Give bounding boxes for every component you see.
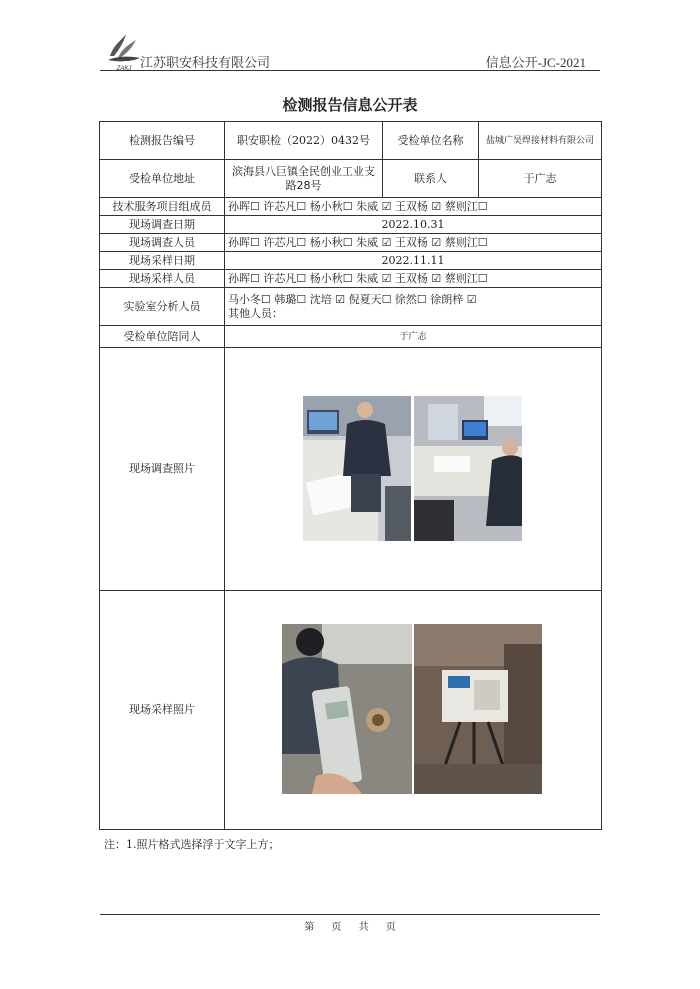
lab-staff-other: 其他人员： [228,306,283,320]
address-value: 滨海县八巨镇全民创业工业支路28号 [225,160,383,198]
survey-photo-1 [303,396,411,541]
survey-photo-2 [414,396,522,541]
escort-value: 于广志 [225,326,602,348]
tech-members-value: 孙晖☐ 许芯凡☐ 杨小秋☐ 朱威 ☑ 王双杨 ☑ 蔡则江☐ [225,198,602,216]
table-row [100,288,602,326]
table-row [100,326,602,348]
table-row [100,122,602,160]
sampling-date-value: 2022.11.11 [225,252,602,270]
header-rule [100,70,600,71]
sampling-staff-label: 现场采样人员 [100,270,225,288]
company-logo-icon [104,30,144,74]
sampling-photo-2 [414,624,542,794]
table-row [100,270,602,288]
sampling-date-label: 现场采样日期 [100,252,225,270]
sampling-staff-value: 孙晖☐ 许芯凡☐ 杨小秋☐ 朱威 ☑ 王双杨 ☑ 蔡则江☐ [225,270,602,288]
lab-staff-label: 实验室分析人员 [100,288,225,326]
sampling-photo-label: 现场采样照片 [100,591,225,830]
table-row [100,198,602,216]
table-row [100,160,602,198]
survey-photo-label: 现场调查照片 [100,348,225,591]
table-row [100,591,602,830]
survey-date-label: 现场调查日期 [100,216,225,234]
table-row [100,216,602,234]
survey-date-value: 2022.10.31 [225,216,602,234]
sampling-photo-1 [282,624,412,794]
tech-members-label: 技术服务项目组成员 [100,198,225,216]
address-label: 受检单位地址 [100,160,225,198]
unit-name-value: 盐城广昊焊接材料有限公司 [479,122,602,160]
lab-staff-value [225,288,602,326]
contact-value: 于广志 [479,160,602,198]
escort-label: 受检单位陪同人 [100,326,225,348]
table-row [100,348,602,591]
report-no-label: 检测报告编号 [100,122,225,160]
sampling-photo-cell [225,591,602,830]
survey-staff-label: 现场调查人员 [100,234,225,252]
contact-label: 联系人 [383,160,479,198]
survey-staff-value: 孙晖☐ 许芯凡☐ 杨小秋☐ 朱威 ☑ 王双杨 ☑ 蔡则江☐ [225,234,602,252]
footnote: 注：1.照片格式选择浮于文字上方； [104,838,280,851]
footer-rule [100,914,600,915]
logo-text: ZAKJ [116,66,132,72]
info-table [99,121,602,830]
report-no-value: 职安职检（2022）0432号 [225,122,383,160]
document-number: 信息公开-JC-2021 [485,55,586,70]
page-info: 第 页 共 页 [304,922,396,933]
table-row [100,234,602,252]
unit-name-label: 受检单位名称 [383,122,479,160]
survey-photo-cell [225,348,602,591]
page-title: 检测报告信息公开表 [282,96,418,114]
company-name: 江苏职安科技有限公司 [140,56,271,71]
page-header [100,30,600,74]
lab-staff-line: 马小冬☐ 韩璐☐ 沈培 ☑ 倪夏天☐ 徐然☐ 徐朗梓 ☑ [228,292,477,306]
table-row [100,252,602,270]
